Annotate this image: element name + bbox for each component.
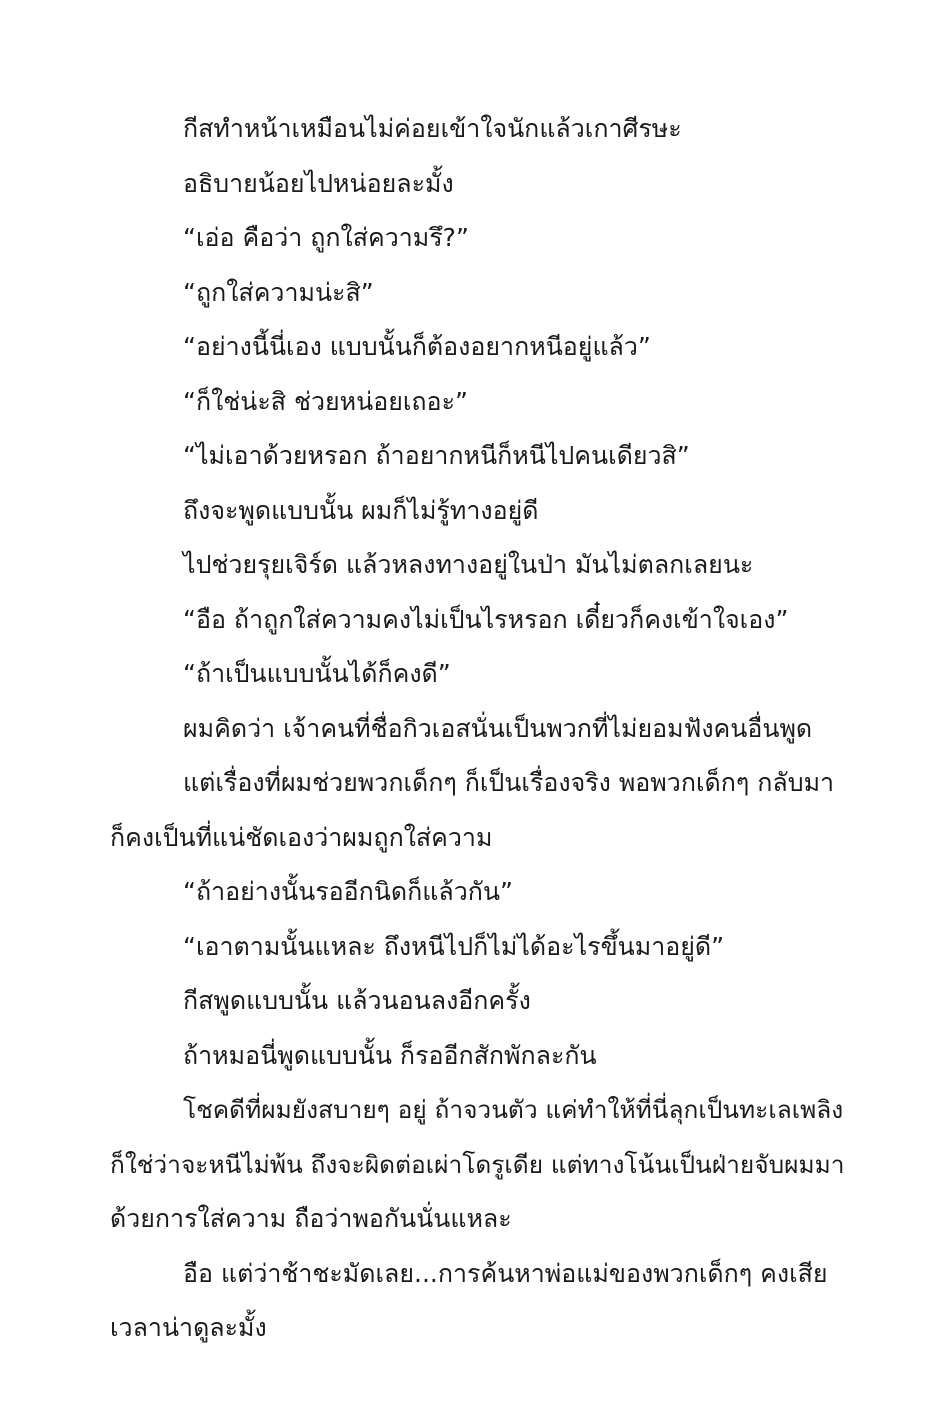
text-line: อือ แต่ว่าช้าชะมัดเลย...การค้นหาพ่อแม่ของพวกเด็กๆ คงเสีย xyxy=(183,1258,828,1288)
text-line: โชคดีที่ผมยังสบายๆ อยู่ ถ้าจวนตัว แค่ทำให้ที่นี่ลุกเป็นทะเลเพลิง xyxy=(183,1095,844,1124)
text-line: อธิบายน้อยไปหน่อยละมั้ง xyxy=(183,168,454,198)
text-line: ถ้าหมอนี่พูดแบบนั้น ก็รออีกสักพักละกัน xyxy=(183,1040,597,1070)
text-line: “ไม่เอาด้วยหรอก ถ้าอยากหนีก็หนีไปคนเดียวสิ” xyxy=(183,441,690,470)
text-line: “เอ่อ คือว่า ถูกใส่ความรึ?” xyxy=(183,223,469,252)
text-line: “อือ ถ้าถูกใส่ความคงไม่เป็นไรหรอก เดี๋ยวก็คงเข้าใจเอง” xyxy=(183,604,789,634)
text-line: “ถ้าเป็นแบบนั้นได้ก็คงดี” xyxy=(183,659,451,688)
text-line: แต่เรื่องที่ผมช่วยพวกเด็กๆ ก็เป็นเรื่องจริง พอพวกเด็กๆ กลับมา xyxy=(183,768,835,797)
text-line: กีสพูดแบบนั้น แล้วนอนลงอีกครั้ง xyxy=(183,986,531,1015)
text-line: ผมคิดว่า เจ้าคนที่ชื่อกิวเอสนั่นเป็นพวกที่ไม่ยอมฟังคนอื่นพูด xyxy=(183,713,813,743)
text-line: “ถูกใส่ความน่ะสิ” xyxy=(183,277,374,307)
text-line: ไปช่วยรุยเจิร์ด แล้วหลงทางอยู่ในป่า มันไม่ตลกเลยนะ xyxy=(183,550,754,579)
body-text xyxy=(110,102,855,1356)
text-line: ก็คงเป็นที่แน่ชัดเองว่าผมถูกใส่ความ xyxy=(110,822,493,852)
text-line: กีสทำหน้าเหมือนไม่ค่อยเข้าใจนักแล้วเกาศีรษะ xyxy=(183,114,682,143)
text-line: ด้วยการใส่ความ ถือว่าพอกันนั่นแหละ xyxy=(110,1204,512,1233)
text-line: “อย่างนี้นี่เอง แบบนั้นก็ต้องอยากหนีอยู่แล้ว” xyxy=(183,332,651,361)
text-line: “ก็ใช่น่ะสิ ช่วยหน่อยเถอะ” xyxy=(183,386,468,416)
text-line: ก็ใช่ว่าจะหนีไม่พ้น ถึงจะผิดต่อเผ่าโดรูเดีย แต่ทางโน้นเป็นฝ่ายจับผมมา xyxy=(110,1149,845,1179)
text-line: ถึงจะพูดแบบนั้น ผมก็ไม่รู้ทางอยู่ดี xyxy=(183,495,539,525)
text-line: “ถ้าอย่างนั้นรออีกนิดก็แล้วกัน” xyxy=(183,877,513,906)
text-line: เวลาน่าดูละมั้ง xyxy=(110,1313,267,1342)
text-line: “เอาตามนั้นแหละ ถึงหนีไปก็ไม่ได้อะไรขึ้นมาอยู่ดี” xyxy=(183,931,725,961)
